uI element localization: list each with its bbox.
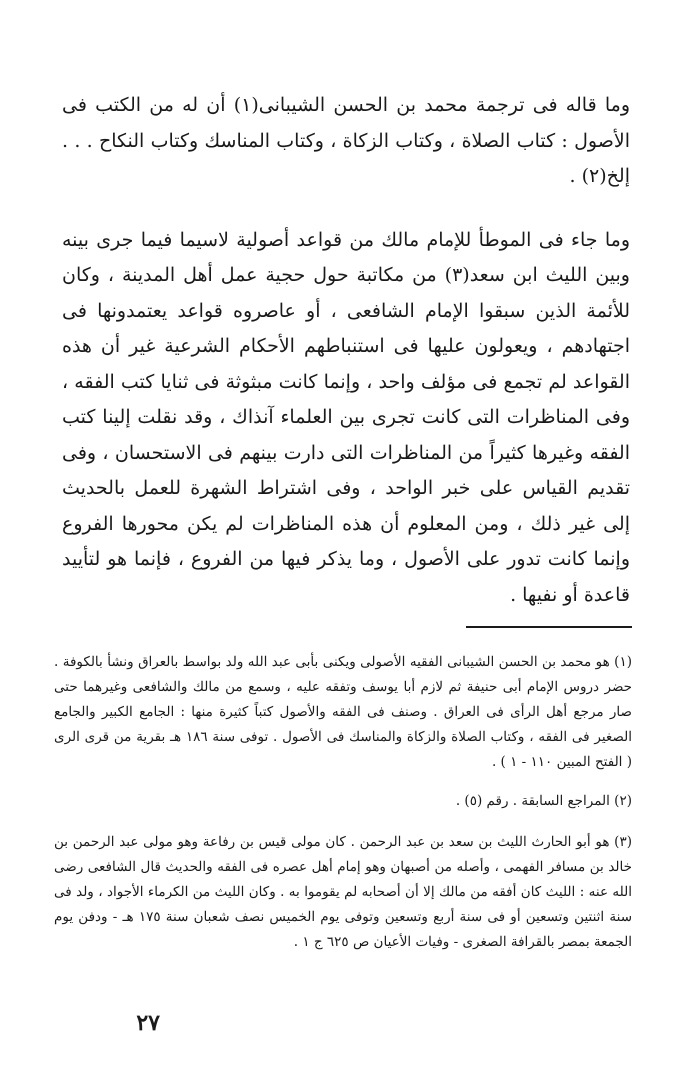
footnote-1: (١) هو محمد بن الحسن الشيبانى الفقيه الأصولى ويكنى بأبى عبد الله ولد بواسط بالعراق ونشأ بالكوفة . حضر دروس الإمام أبى حنيفة ثم لازم أبا يوسف وتفقه عليه ، وسمع من مالك والشافعى وغيرهما حتى صار مرجع أهل الرأى فى العراق . وصنف فى الفقه والأصول كتباً كثيرة منها : الجامع الكبير والجامع الصغير فى الفقه ، وكتاب الصلاة والزكاة والمناسك فى الأصول . توفى سنة ١٨٦ هـ بقرية من قرى الرى ( الفتح المبين ١١٠ - ١ ) . bbox=[54, 654, 632, 770]
page-number: ٢٧ bbox=[136, 1010, 160, 1036]
footnotes-section bbox=[54, 650, 632, 955]
footnote-separator bbox=[466, 626, 632, 628]
footnote-2: (٢) المراجع السابقة . رقم (٥) . bbox=[455, 793, 632, 809]
footnote-3: (٣) هو أبو الحارث الليث بن سعد بن عبد الرحمن . كان مولى قيس بن رفاعة وهو مولى عبد الرحمن بن خالد بن مسافر الفهمى ، وأصله من أصبهان وهو إمام أهل عصره فى الفقه والحديث قال الشافعى رضى الله عنه : الليث كان أفقه من مالك إلا أن أصحابه لم يقوموا به . وكان الليث من الكرماء الأجواد ، ولد فى سنة اثنتين وتسعين أو فى سنة أربع وتسعين وتوفى يوم الخميس نصف شعبان سنة ١٧٥ هـ - ودفن يوم الجمعة بمصر بالقرافة الصغرى - وفيات الأعيان ص ٦٢٥ ج ١ . bbox=[54, 834, 632, 950]
main-text-body bbox=[62, 88, 630, 613]
paragraph-1: وما قاله فى ترجمة محمد بن الحسن الشيبانى(١) أن له من الكتب فى الأصول : كتاب الصلاة ، وكتاب الزكاة ، وكتاب المناسك وكتاب النكاح . . . إلخ(٢) . bbox=[62, 94, 630, 187]
paragraph-2: وما جاء فى الموطأ للإمام مالك من قواعد أصولية لاسيما فيما جرى بينه وبين الليث ابن سعد(٣) من مكاتبة حول حجية عمل أهل المدينة ، وكان للأئمة الذين سبقوا الإمام الشافعى ، أو عاصروه قواعد يعتمدونها فى اجتهادهم ، ويعولون عليها فى استنباطهم الأحكام الشرعية غير أن هذه القواعد لم تجمع فى مؤلف واحد ، وإنما كانت مبثوثة فى ثنايا كتب الفقه ، وفى المناظرات التى كانت تجرى بين العلماء آنذاك ، وقد نقلت إلينا كتب الفقه وغيرها كثيراً من المناظرات التى دارت بينهم فى الاستحسان ، وفى تقديم القياس على خبر الواحد ، وفى اشتراط الشهرة للعمل بالحديث إلى غير ذلك ، ومن المعلوم أن هذه المناظرات لم يكن محورها الفروع وإنما كانت تدور على الأصول ، وما يذكر فيها من الفروع ، فإنما هو لتأييد قاعدة أو نفيها . bbox=[62, 228, 630, 606]
